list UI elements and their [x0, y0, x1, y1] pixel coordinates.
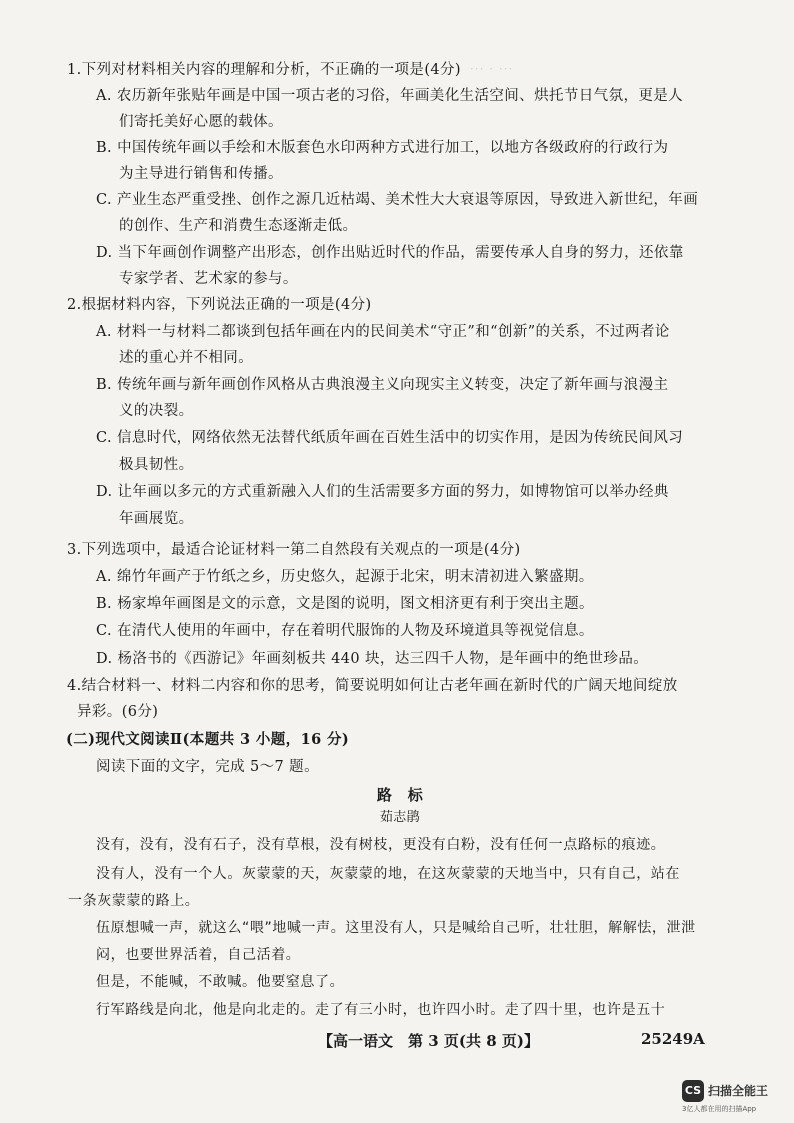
q1-option-a-line2: 们寄托美好心愿的载体。	[119, 114, 283, 130]
passage-paragraph-2-line2: 一条灰蒙蒙的路上。	[68, 893, 200, 909]
q1-option-b-line2: 为主导进行销售和传播。	[119, 166, 283, 182]
passage-author: 茹志鹃	[379, 810, 421, 825]
scanner-watermark	[682, 1080, 782, 1114]
q3-option-d: D. 杨洛书的《西游记》年画刻板共 440 块，达三四千人物，是年画中的绝世珍品。	[96, 651, 649, 667]
q3-option-a: A. 绵竹年画产于竹纸之乡，历史悠久，起源于北宋，明末清初进入繁盛期。	[96, 569, 594, 585]
scanner-app-name: 扫描全能王	[708, 1084, 769, 1098]
q3-stem: 3.下列选项中，最适合论证材料一第二自然段有关观点的一项是(4分)	[67, 542, 521, 558]
q2-option-c-line1: C. 信息时代，网络依然无法替代纸质年画在百姓生活中的切实作用，是因为传统民间风习	[96, 430, 684, 446]
q1-stem: 1.下列对材料相关内容的理解和分析，不正确的一项是(4分)	[67, 62, 461, 78]
passage-paragraph-3-line2: 闷，也要世界活着，自己活着。	[96, 947, 301, 963]
passage-title: 路 标	[376, 786, 424, 804]
footer-page-label: 【高一语文 第 3 页(共 8 页)】	[318, 1032, 539, 1050]
passage-paragraph-5: 行军路线是向北，他是向北走的。走了有三小时，也许四小时。走了四十里，也许是五十	[96, 1002, 666, 1018]
q1-option-d-line1: D. 当下年画创作调整产出形态，创作出贴近时代的作品，需要传承人自身的努力，还依靠	[96, 245, 684, 261]
passage-paragraph-2-line1: 没有人，没有一个人。灰蒙蒙的天，灰蒙蒙的地，在这灰蒙蒙的天地当中，只有自己，站在	[96, 866, 680, 882]
q4-line2: 异彩。(6分)	[77, 704, 159, 720]
q2-option-a-line2: 述的重心并不相同。	[119, 350, 254, 366]
section2-heading: (二)现代文阅读Ⅱ(本题共 3 小题，16 分)	[66, 731, 350, 748]
q1-option-a-line1: A. 农历新年张贴年画是中国一项古老的习俗，年画美化生活空间、烘托节日气氛，更是人	[96, 88, 684, 104]
q2-option-a-line1: A. 材料一与材料二都谈到包括年画在内的民间美术“守正”和“创新”的关系，不过两者论	[96, 324, 670, 340]
passage-paragraph-4: 但是，不能喊，不敢喊。他要窒息了。	[96, 974, 345, 990]
scanner-logo-icon: CS	[682, 1080, 704, 1102]
q2-option-d-line2: 年画展览。	[119, 511, 194, 527]
q3-option-b: B. 杨家埠年画图是文的示意，文是图的说明，图文相济更有利于突出主题。	[96, 596, 594, 612]
passage-paragraph-1: 没有，没有，没有石子，没有草根，没有树枝，更没有白粉，没有任何一点路标的痕迹。	[96, 837, 666, 853]
page-footer	[0, 1030, 794, 1054]
q1-option-c-line2: 的创作、生产和消费生态逐渐走低。	[119, 218, 358, 234]
section2-instruction: 阅读下面的文字，完成 5～7 题。	[96, 759, 319, 775]
q1-option-d-line2: 专家学者、艺术家的参与。	[119, 271, 298, 287]
q2-option-b-line1: B. 传统年画与新年画创作风格从古典浪漫主义向现实主义转变，决定了新年画与浪漫主	[96, 377, 669, 393]
q4-line1: 4.结合材料一、材料二内容和你的思考，简要说明如何让古老年画在新时代的广阔天地间绽放	[67, 678, 678, 694]
q2-option-d-line1: D. 让年画以多元的方式重新融入人们的生活需要多方面的努力，如博物馆可以举办经典	[96, 484, 669, 500]
q2-option-b-line2: 义的决裂。	[119, 403, 194, 419]
footer-exam-code: 25249A	[641, 1030, 705, 1048]
scanner-tagline: 3亿人都在用的扫描App	[682, 1105, 757, 1113]
q2-stem: 2.根据材料内容，下列说法正确的一项是(4分)	[67, 297, 372, 313]
bleed-through-texture: ··· · ···	[470, 62, 514, 76]
q2-option-c-line2: 极具韧性。	[119, 457, 194, 473]
passage-paragraph-3-line1: 伍原想喊一声，就这么“喂”地喊一声。这里没有人，只是喊给自己听，壮壮胆，解解怯，泄泄	[96, 920, 696, 936]
q1-option-c-line1: C. 产业生态严重受挫、创作之源几近枯竭、美术性大大衰退等原因，导致进入新世纪，年画	[96, 192, 699, 208]
q3-option-c: C. 在清代人使用的年画中，存在着明代服饰的人物及环境道具等视觉信息。	[96, 623, 594, 639]
q1-option-b-line1: B. 中国传统年画以手绘和木版套色水印两种方式进行加工，以地方各级政府的行政行为	[96, 140, 669, 156]
